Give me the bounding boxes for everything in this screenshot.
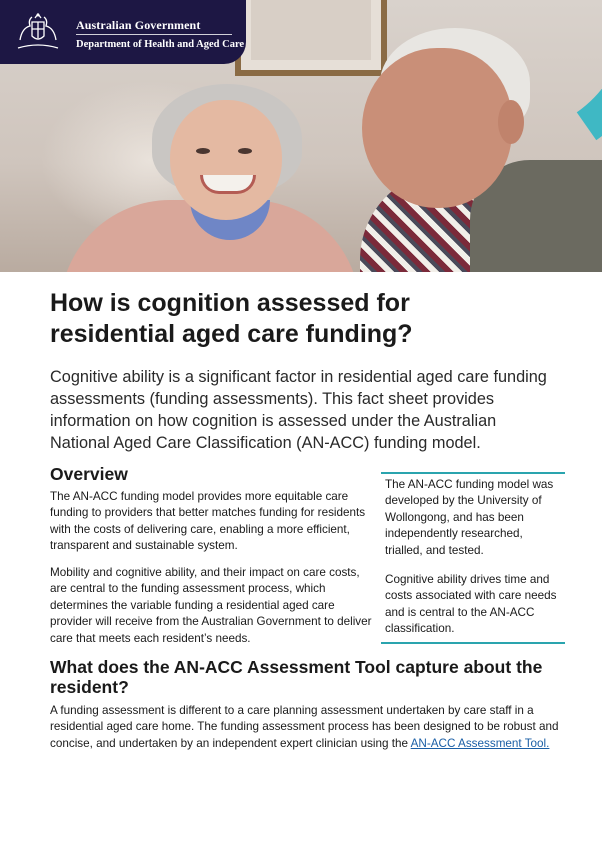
- callout-paragraph-2: Cognitive ability drives time and costs associated with care needs and is central to the AN-ACC classification.: [385, 573, 557, 636]
- woman-face: [170, 100, 282, 220]
- overview-paragraph-1: The AN-ACC funding model provides more equitable care funding to providers that better matches funding for residents with the costs of delivering care, enabling a more efficient, transparent and sustainable system.: [50, 490, 366, 553]
- overview-paragraph-2: Mobility and cognitive ability, and their impact on care costs, are central to the funding assessment process, which determines the variable funding a residential aged care provider will receive from the Australian Government to deliver care that meets each resident’s needs.: [50, 566, 372, 645]
- overview-heading: Overview: [50, 464, 128, 484]
- page-title: [50, 288, 570, 350]
- gov-name: Australian Government: [76, 18, 201, 32]
- banner-divider: [76, 34, 232, 35]
- woman-eye-left: [196, 148, 210, 154]
- title-line-2: residential aged care funding?: [50, 320, 413, 348]
- title-line-1: How is cognition assessed for: [50, 289, 410, 317]
- coat-of-arms-icon: [14, 10, 62, 54]
- assessment-tool-link[interactable]: AN-ACC Assessment Tool.: [410, 736, 550, 750]
- man-ear: [498, 100, 524, 144]
- government-banner: [0, 0, 246, 64]
- intro-paragraph: Cognitive ability is a significant factor in residential aged care funding assessments (funding assessments). This fact sheet provides information on how cognition is assessed under the Australian National Aged Care Classification (AN-ACC) funding model.: [50, 368, 547, 452]
- department-name: Department of Health and Aged Care: [76, 39, 245, 50]
- callout-box: [381, 472, 565, 644]
- woman-eye-right: [238, 148, 252, 154]
- man-face: [362, 48, 512, 208]
- assessment-tool-text: A funding assessment is different to a care planning assessment undertaken by care staff in a residential aged care home. The funding assessment process has been designed to be robust and concise, and undertaken by an independent expert clinician using the: [50, 704, 559, 750]
- assessment-tool-paragraph: [50, 703, 560, 752]
- callout-paragraph-1: The AN-ACC funding model was developed by the University of Wollongong, and has been independently researched, trialled, and tested.: [385, 478, 554, 557]
- assessment-tool-heading: What does the AN-ACC Assessment Tool capture about the resident?: [50, 657, 543, 697]
